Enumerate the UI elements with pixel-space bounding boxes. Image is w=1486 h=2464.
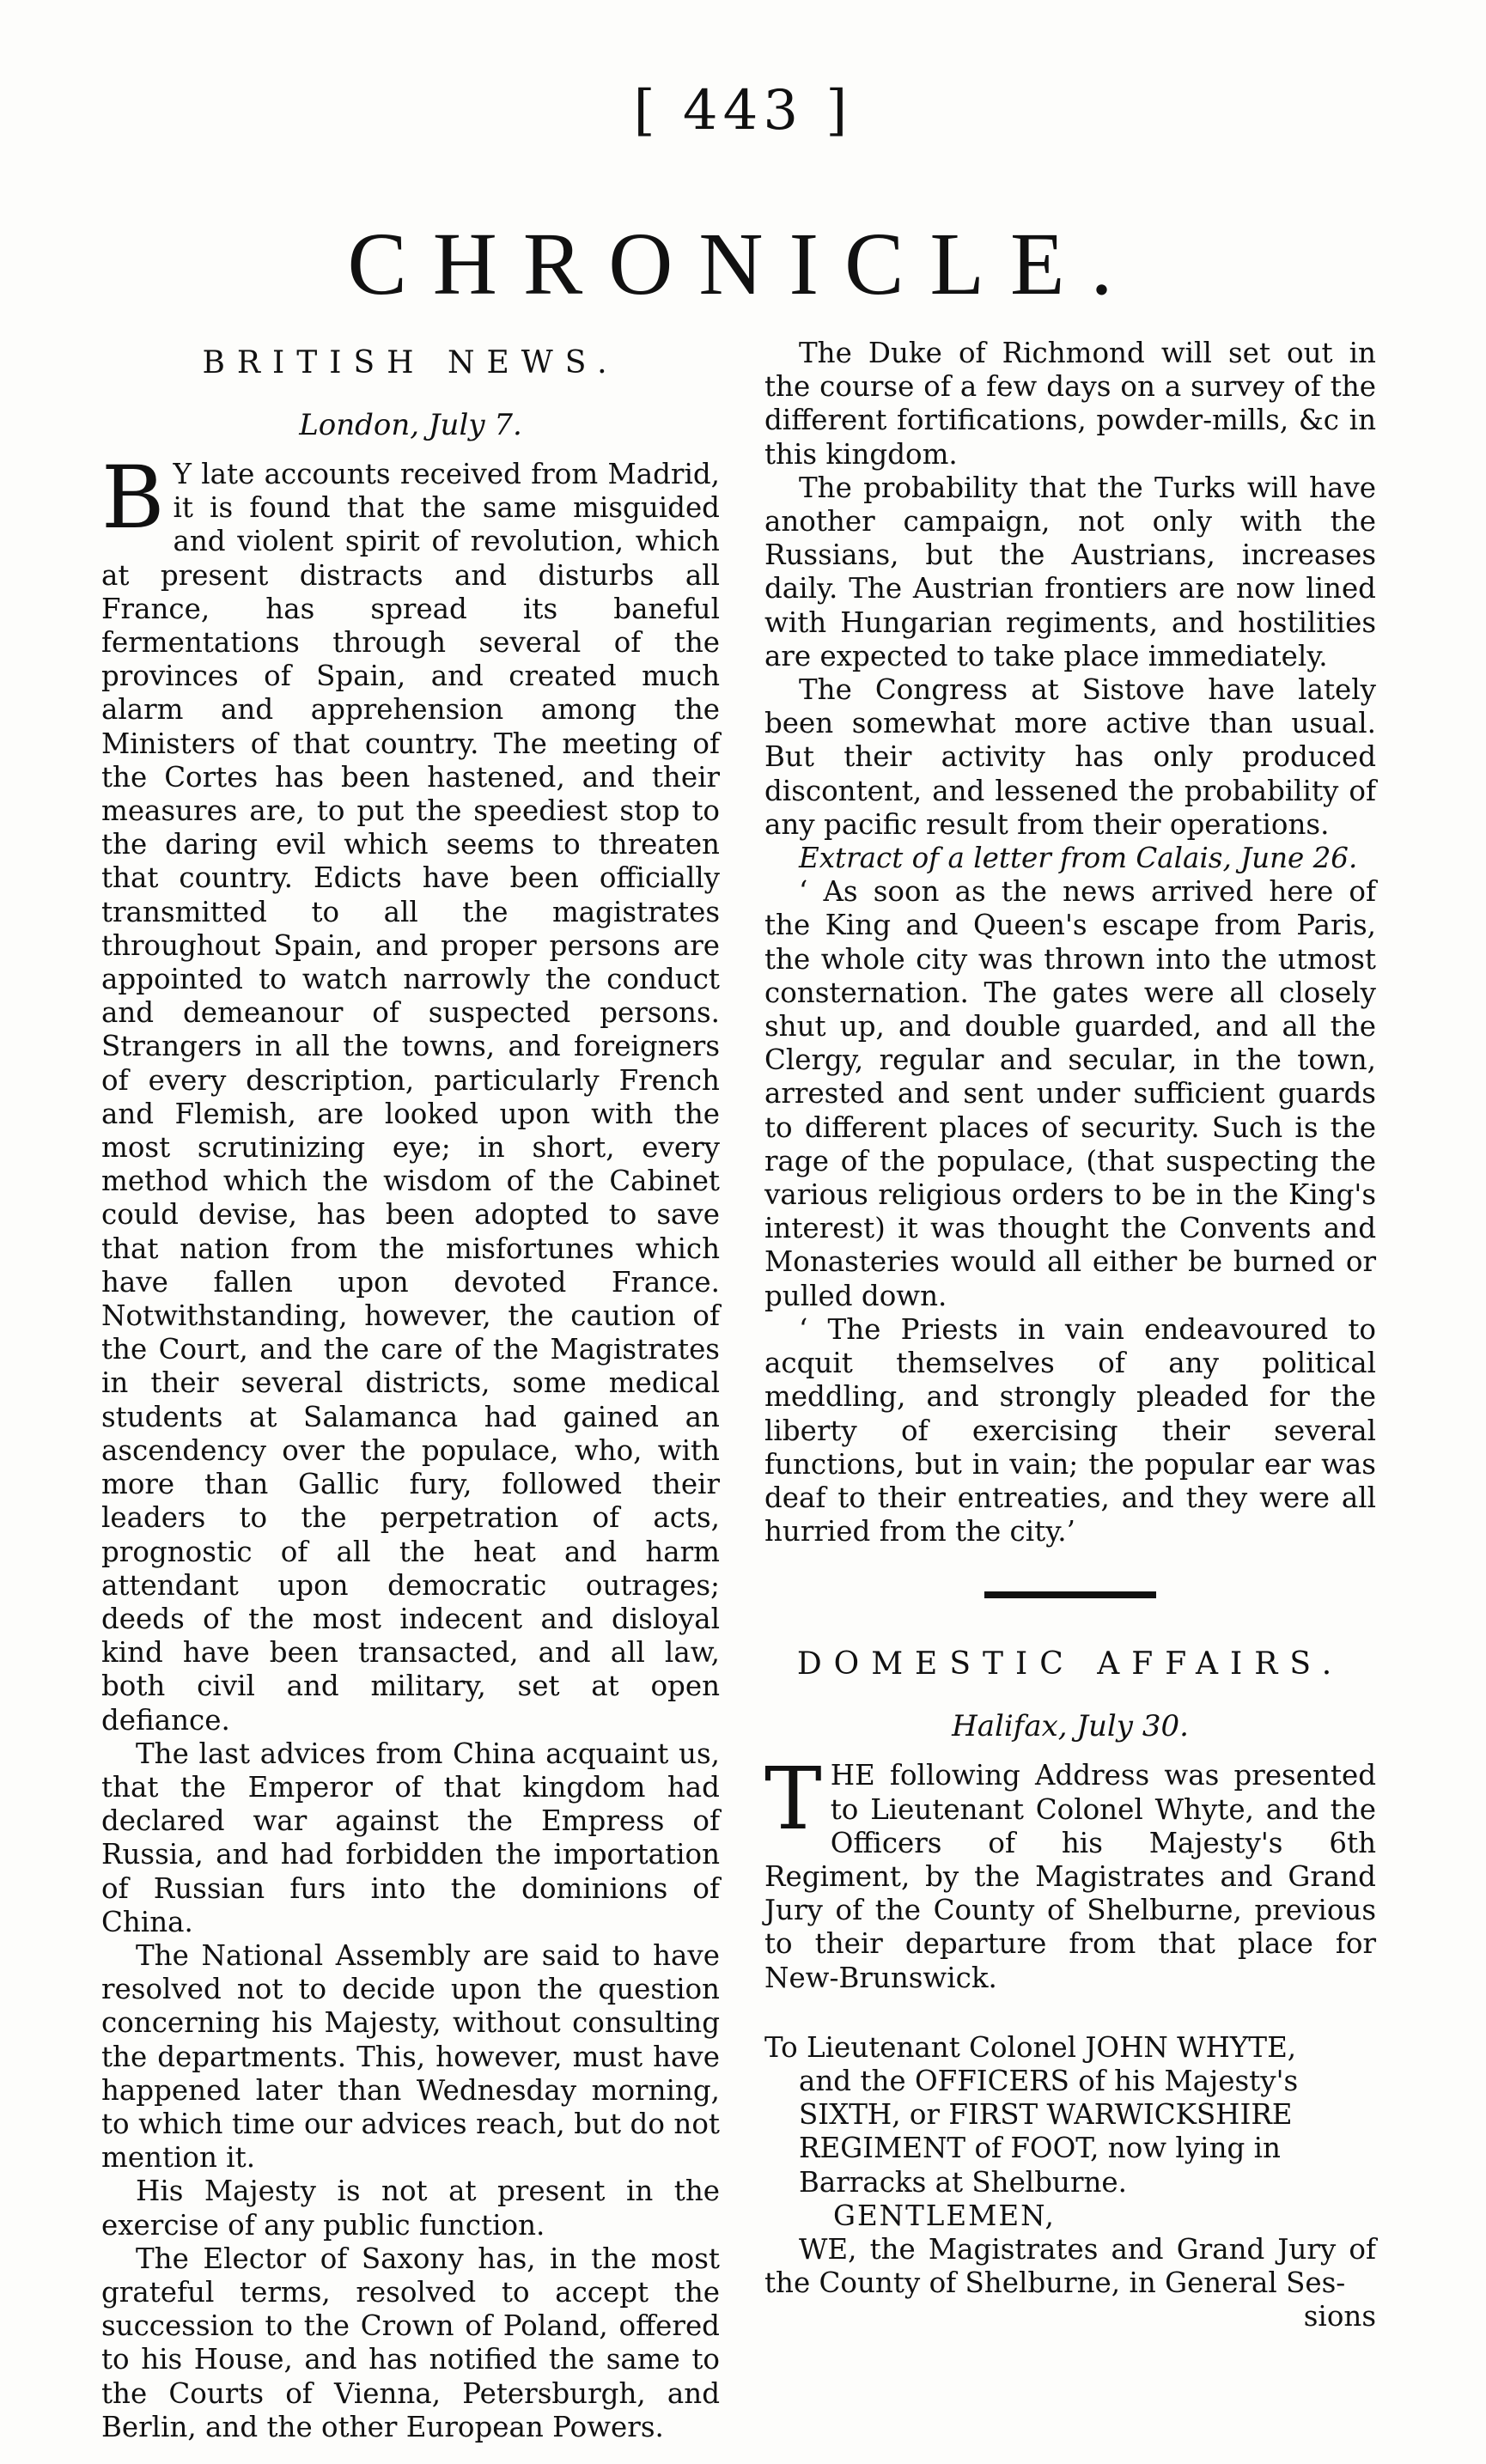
- article-paragraph: The probability that the Turks will have another campaign, not only with the Russians, but the Austrians, increases daily. The Austrian frontiers are now lined with Hungarian regiments, and hostilities are expected to take place immediately.: [764, 471, 1376, 672]
- drop-cap: B: [101, 447, 165, 548]
- article-paragraph: The Congress at Sistove have lately been somewhat more active than usual. But their activity has only produced discontent, and lessened the probability of any pacific result from their operations.: [764, 673, 1376, 841]
- letter-extract-heading: Extract of a letter from Calais, June 26.: [799, 842, 1358, 875]
- paragraph-text: HE following Address was presented to Lieutenant Colonel Whyte, and the Officers of his Majesty's 6th Regiment, by the Magistrates and Grand Jury of the County of Shelburne, previous to their departure from that place for New-Brunswick.: [764, 1759, 1376, 1994]
- paragraph-text: Y late accounts received from Madrid, it is found that the same misguided and violent spirit of revolution, which at present distracts and disturbs all France, has spread its baneful fermentations through several of the provinces of Spain, and created much alarm and apprehension among the Ministers of that country. The meeting of the Cortes has been hastened, and their measures are, to put the speediest stop to the daring evil which seems to threaten that country. Edicts have been officially transmitted to all the magistrates throughout Spain, and proper persons are appointed to watch narrowly the conduct and demeanour of suspected persons. Strangers in all the towns, and foreigners of every description, particularly French and Flemish, are looked upon with the most scrutinizing eye; in short, every method which the wisdom of the Cabinet could devise, has been adopted to save that nation from the misfortunes which have fallen upon devoted France. Notwithstanding, however, the caution of the Court, and the care of the Magistrates in their several districts, some medical students at Salamanca had gained an ascendency over the populace, who, with more than Gallic fury, followed their leaders to the perpetration of acts, prognostic of all the heat and harm attendant upon democratic outrages; deeds of the most indecent and disloyal kind have been transacted, and all law, both civil and military, set at open defiance.: [101, 458, 720, 1737]
- page-title: CHRONICLE.: [347, 215, 1139, 313]
- address-line: Barracks at Shelburne.: [799, 2165, 1127, 2199]
- article-paragraph: ‘ As soon as the news arrived here of the King and Queen's escape from Paris, the whole city was thrown into the utmost consternation. The gates were all closely shut up, and double guarded, and all the Clergy, regular and secular, in the town, arrested and sent under sufficient guards to different places of security. Such is the rage of the populace, (that suspecting the various religious orders to be in the King's interest) it was thought the Convents and Monasteries would all either be burned or pulled down.: [764, 875, 1376, 1312]
- article-paragraph: [764, 1749, 1376, 1994]
- salutation: GENTLEMEN,: [833, 2199, 1056, 2232]
- article-paragraph: [101, 447, 720, 1737]
- address-line: and the OFFICERS of his Majesty's: [799, 2064, 1299, 2097]
- address-line: SIXTH, or FIRST WARWICKSHIRE: [799, 2098, 1293, 2132]
- right-column: [764, 337, 1376, 2334]
- article-paragraph: The Elector of Saxony has, in the most grateful terms, resolved to accept the succession to the Crown of Poland, offered to his House, and has notified the same to the Courts of Vienna, Petersburgh, and Berlin, and the other European Powers.: [101, 2242, 720, 2443]
- address-block: [764, 2031, 1376, 2199]
- address-line: To Lieutenant Colonel JOHN WHYTE,: [764, 2030, 1297, 2064]
- article-paragraph: The National Assembly are said to have resolved not to decide upon the question concerning his Majesty, without consulting the departments. This, however, must have happened later than Wednesday morning, to which time our advices reach, but do not mention it.: [101, 1938, 720, 2175]
- article-paragraph: The Duke of Richmond will set out in the course of a few days on a survey of the different fortifications, powder-mills, &c in this kingdom.: [764, 337, 1376, 471]
- article-paragraph: ‘ The Priests in vain endeavoured to acquit themselves of any political meddling, and strongly pleaded for the liberty of exercising their several functions, but in vain; the popular ear was deaf to their entreaties, and they were all hurried from the city.’: [764, 1312, 1376, 1548]
- article-paragraph: WE, the Magistrates and Grand Jury of the County of Shelburne, in General Ses-: [764, 2232, 1376, 2300]
- drop-cap: T: [764, 1749, 822, 1850]
- article-paragraph: His Majesty is not at present in the exercise of any public function.: [101, 2175, 720, 2242]
- article-paragraph: The last advices from China acquaint us, that the Emperor of that kingdom had declared war against the Empress of Russia, and had forbidden the importation of Russian furs into the dominions of China.: [101, 1737, 720, 1938]
- dateline-london: London, July 7.: [299, 408, 522, 442]
- left-column: [101, 335, 720, 2444]
- section-heading-british-news: BRITISH NEWS.: [202, 345, 619, 380]
- page-number: [ 443 ]: [633, 79, 853, 143]
- address-line: REGIMENT of FOOT, now lying in: [799, 2132, 1281, 2165]
- section-heading-domestic-affairs: DOMESTIC AFFAIRS.: [796, 1646, 1344, 1682]
- section-divider: [984, 1591, 1156, 1598]
- catchword: sions: [1303, 2300, 1376, 2333]
- dateline-halifax: Halifax, July 30.: [952, 1709, 1189, 1744]
